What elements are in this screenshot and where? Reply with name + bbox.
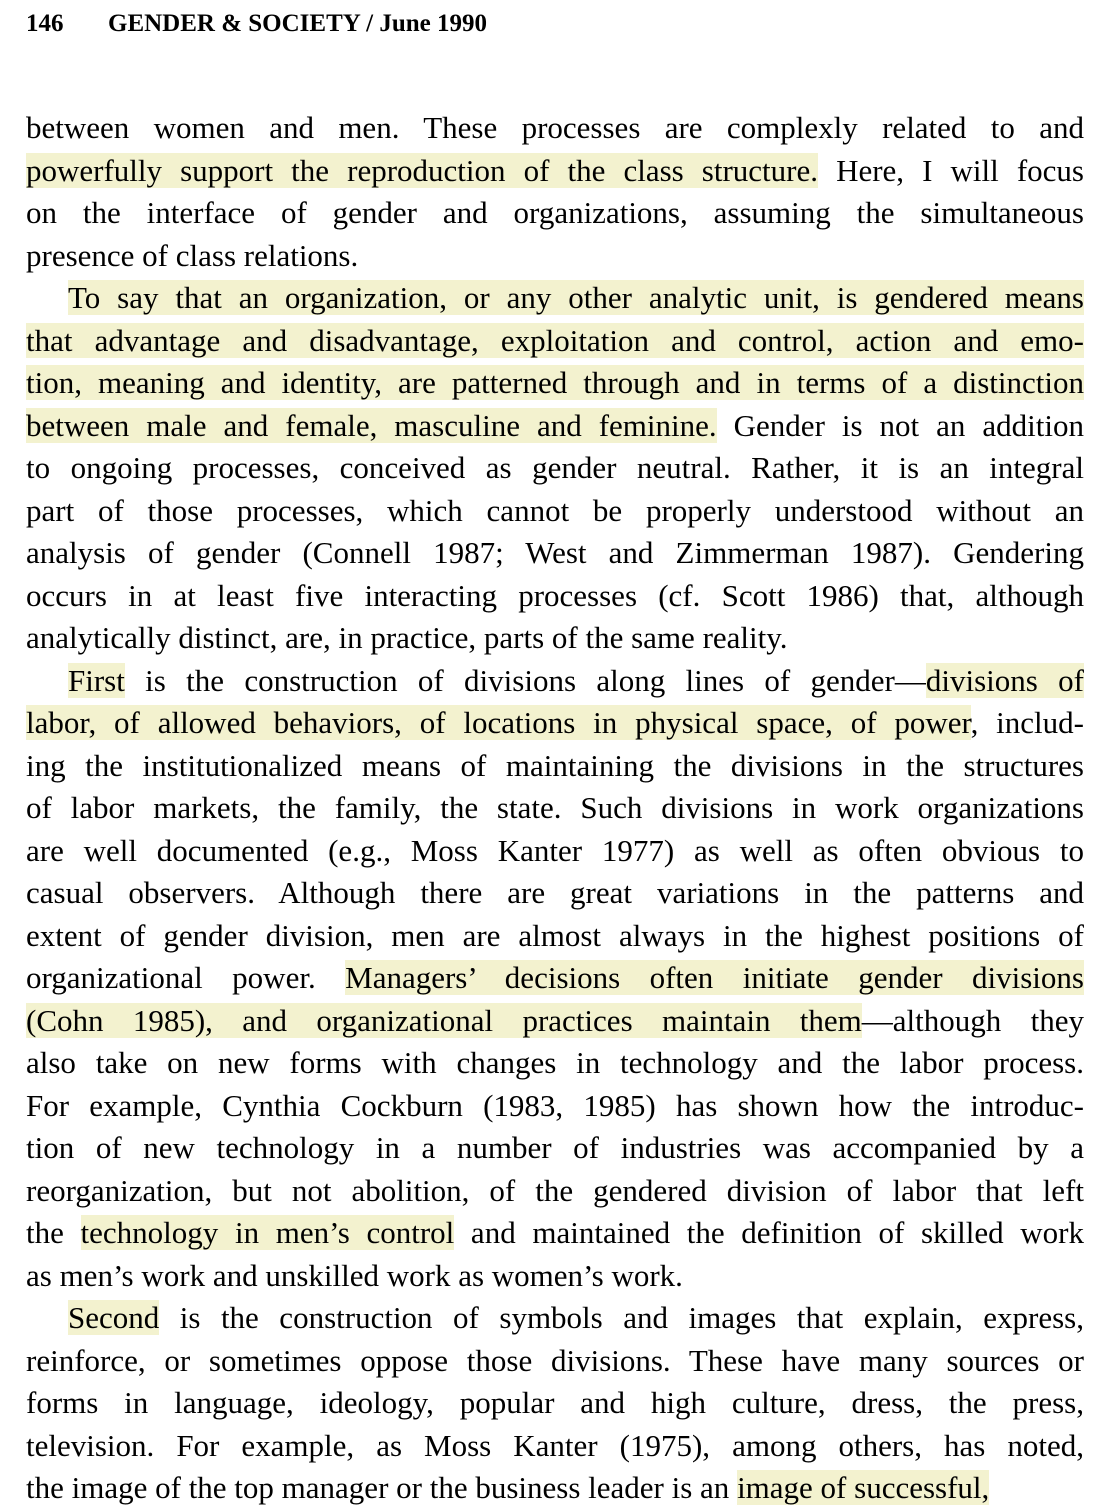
highlighted-text: divisions of: [925, 662, 1084, 698]
highlighted-text: First: [68, 662, 125, 698]
text-line: [26, 787, 1084, 830]
text-line: [26, 277, 1084, 320]
text-run: of labor markets, the family, the state. Such divisions in work organizations: [26, 790, 1084, 825]
text-line: [26, 447, 1084, 490]
text-run: extent of gender division, men are almost always in the highest positions of: [26, 917, 1084, 953]
highlighted-text: labor, of allowed behaviors, of locations in physical space, of power: [26, 705, 971, 740]
text-line: [26, 1127, 1084, 1170]
text-line: [26, 150, 1084, 193]
text-line: [26, 1255, 1084, 1298]
text-line: [26, 405, 1084, 448]
text-line: [26, 107, 1084, 150]
text-line: [26, 1212, 1084, 1255]
text-line: [26, 660, 1084, 703]
text-run: presence of class relations.: [26, 237, 359, 273]
highlighted-text: technology in men’s control: [80, 1215, 455, 1250]
text-run: is the construction of divisions along lines of gender—: [124, 662, 926, 698]
text-run: For example, Cynthia Cockburn (1983, 1985) has shown how the introduc-: [26, 1087, 1084, 1123]
text-run: organizational power.: [26, 960, 346, 995]
text-run: and maintained the definition of skilled work: [454, 1215, 1085, 1250]
text-line: [26, 320, 1084, 363]
text-run: , includ-: [970, 705, 1084, 740]
highlighted-text: powerfully support the reproduction of the class structure.: [26, 152, 818, 188]
paragraph-1: [26, 107, 1084, 277]
journal-title: GENDER & SOCIETY / June 1990: [108, 10, 487, 37]
text-run: analytically distinct, are, in practice, parts of the same reality.: [26, 620, 788, 655]
text-line: [26, 235, 1084, 278]
text-line: [26, 1297, 1084, 1340]
text-run: between women and men. These processes are complexly related to and: [26, 110, 1084, 145]
highlighted-text: tion, meaning and identity, are patterned through and in terms of a distinction: [26, 365, 1084, 400]
text-line: [26, 1382, 1084, 1425]
highlighted-text: image of successful,: [737, 1470, 990, 1505]
text-run: analysis of gender (Connell 1987; West and Zimmerman 1987). Gendering: [26, 535, 1084, 570]
text-run: part of those processes, which cannot be properly understood without an: [26, 492, 1084, 528]
text-run: —although they: [861, 1002, 1084, 1038]
text-run: to ongoing processes, conceived as gender neutral. Rather, it is an integral: [26, 450, 1084, 485]
highlighted-text: that advantage and disadvantage, exploitation and control, action and emo-: [26, 322, 1084, 358]
text-line: [26, 702, 1084, 745]
text-line: [26, 575, 1084, 618]
highlighted-text: (Cohn 1985), and organizational practices maintain them: [26, 1002, 862, 1038]
article-body: [26, 107, 1084, 1510]
text-line: [26, 1340, 1084, 1383]
text-line: [26, 1000, 1084, 1043]
text-line: [26, 617, 1084, 660]
text-line: [26, 830, 1084, 873]
text-line: [26, 1170, 1084, 1213]
text-run: occurs in at least five interacting processes (cf. Scott 1986) that, although: [26, 577, 1084, 613]
paragraph-4: [26, 1297, 1084, 1510]
text-line: [26, 532, 1084, 575]
text-line: [26, 1042, 1084, 1085]
text-run: also take on new forms with changes in technology and the labor process.: [26, 1045, 1084, 1080]
highlighted-text: between male and female, masculine and feminine.: [26, 407, 717, 443]
text-line: [26, 915, 1084, 958]
text-run: the image of the top manager or the business leader is an: [26, 1470, 738, 1505]
text-line: [26, 872, 1084, 915]
text-line: [26, 1425, 1084, 1468]
text-run: is the construction of symbols and images that explain, express,: [159, 1300, 1084, 1335]
text-run: are well documented (e.g., Moss Kanter 1977) as well as often obvious to: [26, 832, 1084, 868]
paragraph-2: [26, 277, 1084, 660]
text-run: forms in language, ideology, popular and high culture, dress, the press,: [26, 1385, 1084, 1420]
text-run: on the interface of gender and organizations, assuming the simultaneous: [26, 195, 1084, 230]
text-line: [26, 362, 1084, 405]
text-run: reorganization, but not abolition, of the gendered division of labor that left: [26, 1172, 1084, 1208]
highlighted-text: Managers’ decisions often initiate gender divisions: [345, 960, 1084, 995]
highlighted-text: Second: [68, 1300, 160, 1335]
page-number: 146: [26, 10, 64, 37]
text-run: television. For example, as Moss Kanter (1975), among others, has noted,: [26, 1427, 1084, 1463]
text-run: tion of new technology in a number of industries was accompanied by a: [26, 1130, 1084, 1165]
text-run: Here, I will focus: [818, 152, 1084, 188]
text-line: [26, 1467, 1084, 1510]
text-run: reinforce, or sometimes oppose those divisions. These have many sources or: [26, 1342, 1084, 1378]
text-line: [26, 490, 1084, 533]
text-line: [26, 745, 1084, 788]
text-run: ing the institutionalized means of maintaining the divisions in the structures: [26, 747, 1084, 783]
paragraph-3: [26, 660, 1084, 1298]
text-run: as men’s work and unskilled work as women’s work.: [26, 1257, 683, 1293]
text-run: the: [26, 1215, 81, 1250]
text-run: Gender is not an addition: [716, 407, 1084, 443]
text-line: [26, 192, 1084, 235]
text-line: [26, 1085, 1084, 1128]
running-header: [26, 10, 487, 38]
text-line: [26, 957, 1084, 1000]
highlighted-text: To say that an organization, or any other analytic unit, is gendered means: [68, 280, 1084, 315]
text-run: casual observers. Although there are great variations in the patterns and: [26, 875, 1084, 910]
